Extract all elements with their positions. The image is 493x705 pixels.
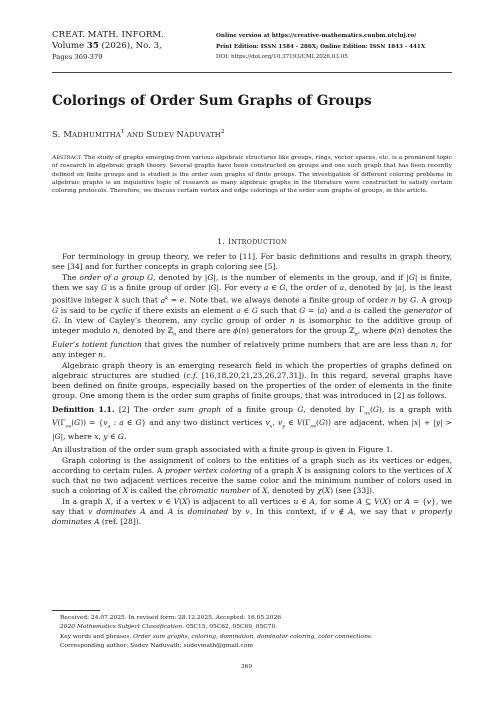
corresponding-author: Corresponding author: Sudev Naduvath; sudevmath@gmail.com bbox=[60, 642, 253, 649]
paragraph: For terminology in group theory, we refer to [11]. For basic definitions and results in graph theory, see [34] and for further concepts in graph coloring see [5]. bbox=[52, 252, 452, 272]
received-dates: Received: 24.07.2025. In revised form: 28.12.2025. Accepted: 16.05.2026 bbox=[60, 615, 281, 621]
paragraph: The order of a group G, denoted by |G|, is the number of elements in the group, and if |G| is finite, then we say G is a finite group of order |G|. For every a ∈ G, the order of a, denoted by |a|, is the least positive integer k such that $a^k = e$. Note that, we always denote a finite group of order n by G. A group G is said to be cyclic if there exists an element a ∈ G such that G = ⟨a⟩ and a is called the generator of G. In view of Cayley’s theorem, any cyclic group of order n is isomorphic to the additive group of integer modulo n, denoted by ℤ$_n$ and there are ϕ(n) generators for the group ℤ$_n$, where ϕ(n) denotes the Euler’s totient function that gives the number of relatively prime numbers that are are less than n, for any integer n. bbox=[52, 272, 453, 360]
abstract bbox=[52, 154, 452, 195]
journal-pages: Pages 369-379 bbox=[52, 53, 103, 61]
journal-volume: Volume 35 (2026), No. 3, bbox=[52, 41, 162, 51]
body-text bbox=[52, 252, 452, 527]
journal-header bbox=[52, 30, 212, 63]
author-list: S. MADHUMITHA$^1$ AND SUDEV NADUVATH$^2$ bbox=[52, 128, 225, 139]
header-rule bbox=[52, 72, 452, 73]
page-number: 369 bbox=[240, 664, 253, 670]
section-heading: 1. INTRODUCTION bbox=[217, 237, 287, 246]
abstract-text: The study of graphs emerging from various algebraic structures like groups, rings, vector spaces, etc. is a prominent topic of research in algebraic graph theory. Several graphs have been constructed on groups and one such graph that has been recently defined on finite groups and is studied is the order sum graphs of finite groups. The investigation of different coloring problems in algebraic graphs is an inquisitive topic of research as many algebraic graphs in the literature were constructed to satisfy certain coloring protocols. Therefore, we discuss certain vertex and edge colorings of the order sum graphs of groups, in this article. bbox=[52, 155, 452, 195]
footnote-rule bbox=[52, 610, 100, 611]
paragraph: Algebraic graph theory is an emerging research field in which the properties of graphs defined on algebraic structures are studied (c.f. [16,18,20,21,23,26,27,31]). In this regard, several graphs have been defined on finite groups, especially based on the properties of the order of elements in the finite group. One among them is the order sum graphs of finite groups, that was introduced in [2] as follows. bbox=[52, 360, 452, 401]
issn-line: Print Edition: ISSN 1584 - 286X; Online Edition: ISSN 1843 - 441X bbox=[216, 43, 426, 50]
paragraph: An illustration of the order sum graph associated with a finite group is given in Figure 1. bbox=[52, 445, 393, 455]
paper-title: Colorings of Order Sum Graphs of Groups bbox=[52, 93, 372, 109]
paragraph: Graph coloring is the assignment of colors to the entities of a graph such as its vertices or edges, according to certain rules. A proper vertex coloring of a graph X is assigning colors to the vertices of X such that no two adjacent vertices receive the same color and the minimum number of colors used in such a coloring of X is called the chromatic number of X, denoted by χ(X) (see [33]). bbox=[52, 455, 453, 496]
keywords-line: Key words and phrases. Order sum graphs, coloring, domination, dominator coloring, color connections. bbox=[60, 633, 373, 640]
abstract-label: ABSTRACT. bbox=[52, 155, 83, 161]
journal-name: CREAT. MATH. INFORM. bbox=[52, 30, 165, 40]
doi-line: DOI: https://doi.org/10.37193/CMI.2026.03.05 bbox=[216, 54, 348, 60]
msc-line: 2020 Mathematics Subject Classification. 05C15, 05C62, 05C69, 05C70. bbox=[60, 624, 278, 631]
online-version: Online version at https://creative-mathematics.cunbm.utcluj.ro/ bbox=[216, 33, 417, 39]
publication-info bbox=[216, 31, 478, 63]
definition-1-1: Definition 1.1. [2] The order sum graph of a finite group G, denoted by $\Gamma_{os}(G)$, is a graph with $V(\Gamma_{os}(G)) = \{v_a$ : a ∈ G} and any two distinct vertices $v_x$, $v_y$ ∈ $V(\Gamma_{os}(G))$ are adjacent, when |x| + |y| > |G|, where x, y ∈ G. bbox=[52, 404, 453, 442]
footnote bbox=[60, 614, 452, 651]
paragraph: In a graph X, if a vertex v ∈ V(X) is adjacent to all vertices u ∈ A, for some A ⊆ V(X) or A = {v}, we say that v dominates A and A is dominated by v. In this context, if v ∉ A, we say that v properly dominates A (ref. [28]). bbox=[52, 496, 452, 527]
